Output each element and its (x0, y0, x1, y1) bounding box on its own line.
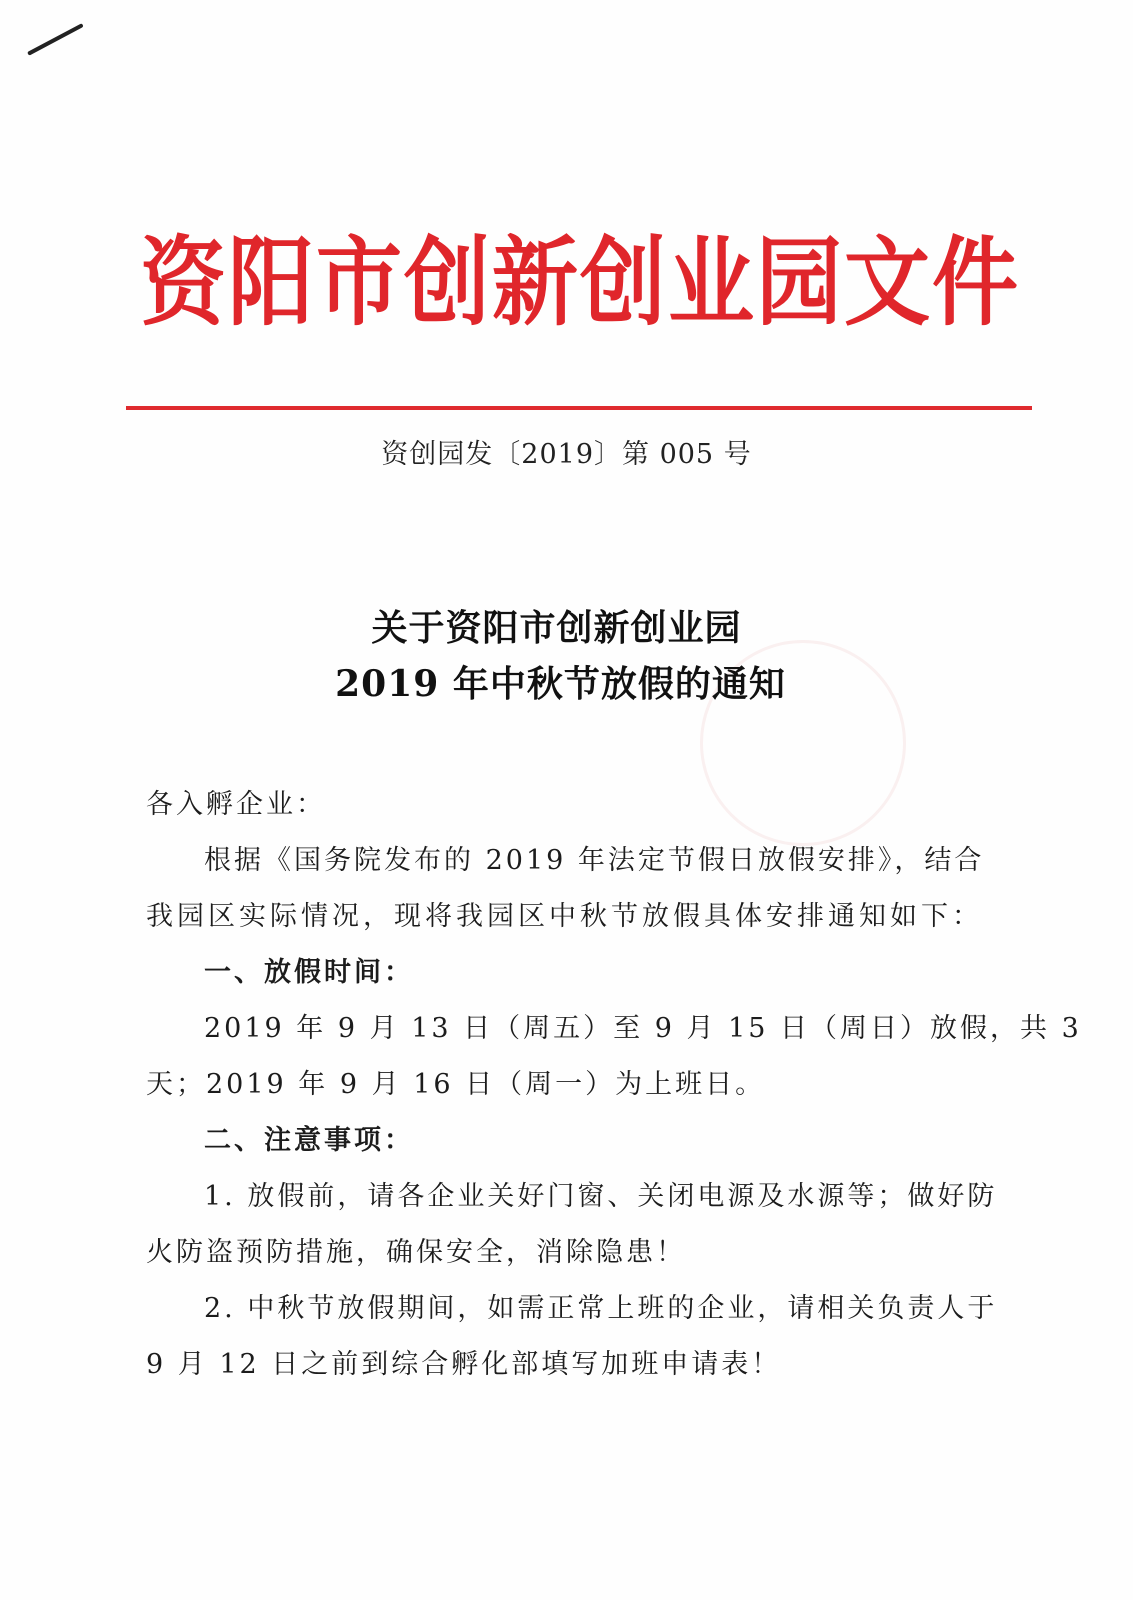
document-number: 资创园发〔2019〕第 005 号 (381, 439, 752, 470)
item-1-line-2: 火防盗预防措施，确保安全，消除隐患！ (146, 1237, 686, 1268)
notice-title-line-1: 关于资阳市创新创业园 (371, 607, 742, 649)
intro-line-1: 根据《国务院发布的 2019 年法定节假日放假安排》，结合 (204, 845, 985, 876)
intro-line-2: 我园区实际情况，现将我园区中秋节放假具体安排通知如下： (146, 901, 983, 932)
section-1-line-2: 天；2019 年 9 月 16 日（周一）为上班日。 (146, 1069, 766, 1100)
item-2-line-1: 2. 中秋节放假期间，如需正常上班的企业，请相关负责人于 (204, 1293, 998, 1324)
item-1-line-1: 1. 放假前，请各企业关好门窗、关闭电源及水源等；做好防 (204, 1181, 998, 1212)
section-1-heading: 一、放假时间： (204, 957, 414, 988)
section-1-line-1: 2019 年 9 月 13 日（周五）至 9 月 15 日（周日）放假，共 3 (204, 1013, 1082, 1044)
header-red-rule (126, 406, 1032, 410)
document-header-title: 资阳市创新创业园文件 (140, 227, 1020, 340)
item-2-line-2: 9 月 12 日之前到综合孵化部填写加班申请表！ (146, 1349, 782, 1380)
salutation: 各入孵企业： (146, 789, 326, 820)
notice-title-line-2: 2019 年中秋节放假的通知 (335, 663, 786, 705)
scan-pen-mark (27, 23, 84, 56)
section-2-heading: 二、注意事项： (204, 1125, 414, 1156)
